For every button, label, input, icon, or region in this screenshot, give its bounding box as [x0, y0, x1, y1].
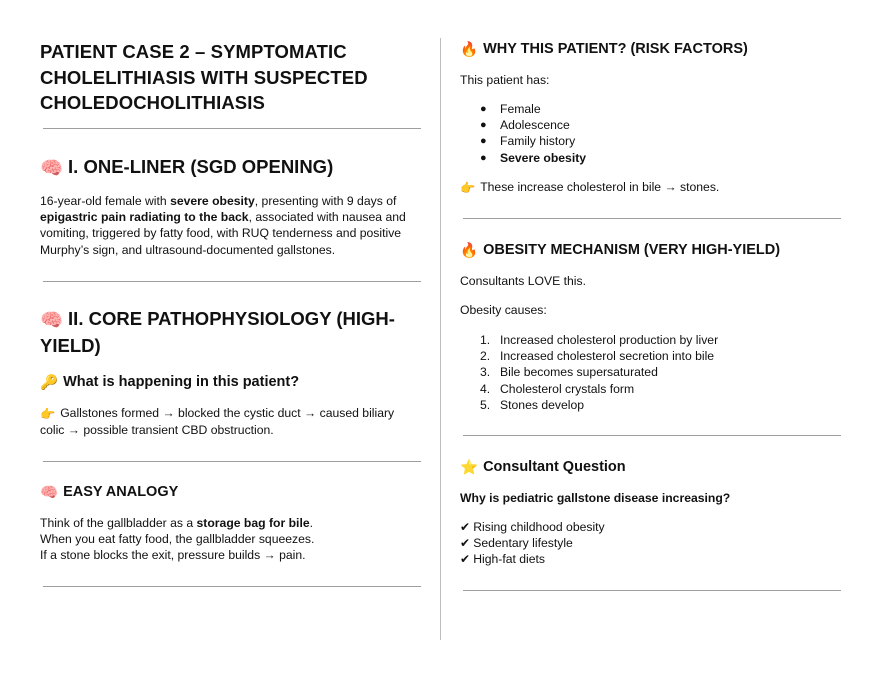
- one-liner-part: , associated with nausea and vomiting, triggered by fatty food, with RUQ tenderness and positive Murphy’s sign, and ultrasound-documented gallstones.: [40, 210, 406, 257]
- one-liner-bold: epigastric pain radiating to the back: [40, 210, 249, 225]
- list-item-text: Sedentary lifestyle: [473, 536, 573, 551]
- list-number: 4.: [480, 381, 491, 396]
- list-item-text: High-fat diets: [473, 552, 546, 567]
- one-liner-bold: severe obesity: [170, 194, 255, 208]
- core-subheading-text: What is happening in this patient?: [63, 374, 300, 390]
- fire-icon: 🔥: [460, 243, 479, 259]
- check-icon: ✔: [460, 536, 471, 551]
- risk-heading: [460, 39, 838, 60]
- pointing-hand-icon: 👉: [40, 407, 56, 421]
- column-divider: [440, 38, 441, 640]
- brain-icon: 🧠: [40, 157, 64, 178]
- list-item-text: Rising childhood obesity: [473, 520, 605, 534]
- list-item: [460, 332, 838, 348]
- divider: [463, 218, 841, 219]
- check-icon: ✔: [460, 520, 471, 534]
- list-item-text: Adolescence: [500, 118, 570, 133]
- question-heading-text: Consultant Question: [483, 459, 626, 475]
- risk-heading-text: WHY THIS PATIENT? (RISK FACTORS): [483, 41, 748, 57]
- bullet-icon: ●: [480, 119, 487, 132]
- list-item-text: Severe obesity: [500, 150, 587, 165]
- analogy-heading-text: EASY ANALOGY: [63, 484, 179, 500]
- list-item: [460, 348, 838, 364]
- analogy-line: If a stone blocks the exit, pressure builds → pain.: [40, 548, 306, 563]
- list-item: [460, 535, 838, 551]
- divider: [463, 590, 841, 591]
- pointing-hand-icon: 👉: [460, 181, 476, 195]
- bullet-icon: ●: [480, 103, 487, 115]
- analogy-line: When you eat fatty food, the gallbladder squeezes.: [40, 532, 315, 547]
- obesity-line: Consultants LOVE this.: [460, 274, 586, 288]
- one-liner-heading-text: I. ONE-LINER (SGD OPENING): [68, 156, 334, 177]
- list-item-text: Family history: [500, 134, 576, 149]
- analogy-part: .: [309, 516, 313, 530]
- analogy-line: [40, 515, 418, 531]
- key-icon: 🔑: [40, 375, 59, 391]
- list-item: [460, 364, 838, 380]
- obesity-line: Obesity causes:: [460, 303, 547, 317]
- one-liner-heading: [40, 154, 418, 181]
- core-text-body: Gallstones formed → blocked the cystic duct → caused biliary colic → possible transient CBD obstruction.: [40, 406, 395, 438]
- risk-note: [460, 179, 838, 196]
- divider: [43, 586, 421, 587]
- risk-note-text: These increase cholesterol in bile → stones.: [480, 180, 720, 194]
- list-item: [460, 133, 838, 149]
- core-text: [40, 405, 418, 438]
- one-liner-part: 16-year-old female with: [40, 194, 171, 208]
- core-heading-text: II. CORE PATHOPHYSIOLOGY (HIGH-YIELD): [40, 308, 395, 356]
- list-number: 5.: [480, 397, 491, 412]
- divider: [43, 461, 421, 462]
- question-heading: [460, 457, 838, 478]
- list-item: [460, 397, 838, 413]
- list-item-text: Cholesterol crystals form: [500, 381, 635, 396]
- obesity-heading-text: OBESITY MECHANISM (VERY HIGH-YIELD): [483, 242, 781, 258]
- list-item: [460, 117, 838, 133]
- bullet-icon: ●: [480, 151, 487, 164]
- risk-list: [460, 101, 838, 166]
- core-heading: [40, 306, 418, 359]
- core-subheading: [40, 372, 418, 393]
- star-icon: ⭐: [460, 460, 479, 476]
- list-item: [460, 551, 838, 567]
- list-item: [460, 150, 838, 166]
- fire-icon: 🔥: [460, 42, 479, 58]
- list-item-text: Increased cholesterol production by liver: [500, 333, 719, 347]
- brain-icon: 🧠: [40, 309, 64, 330]
- list-number: 3.: [480, 365, 491, 380]
- check-icon: ✔: [460, 552, 471, 567]
- analogy-bold: storage bag for bile: [196, 516, 310, 530]
- risk-intro: This patient has:: [460, 73, 550, 87]
- list-item-text: Female: [500, 102, 541, 116]
- analogy-part: Think of the gallbladder as a: [40, 516, 197, 530]
- list-item: [460, 381, 838, 397]
- bullet-icon: ●: [480, 135, 487, 148]
- divider: [43, 281, 421, 282]
- divider: [43, 128, 421, 129]
- list-item-text: Stones develop: [500, 397, 585, 412]
- divider: [463, 435, 841, 436]
- brain-icon: 🧠: [40, 485, 59, 501]
- page-title: PATIENT CASE 2 – SYMPTOMATIC CHOLELITHIASIS WITH SUSPECTED CHOLEDOCHOLITHIASIS: [40, 41, 368, 113]
- analogy-heading: [40, 482, 418, 503]
- list-item-text: Bile becomes supersaturated: [500, 365, 658, 380]
- obesity-steps: [460, 332, 838, 413]
- question-text: Why is pediatric gallstone disease increasing?: [460, 491, 731, 505]
- list-number: 1.: [480, 333, 491, 347]
- one-liner-text: [40, 193, 418, 258]
- list-item: [460, 101, 838, 117]
- obesity-heading: [460, 240, 838, 261]
- list-number: 2.: [480, 349, 491, 364]
- list-item: [460, 519, 838, 535]
- list-item-text: Increased cholesterol secretion into bile: [500, 349, 715, 364]
- one-liner-part: , presenting with 9 days of: [254, 194, 397, 208]
- analogy-text: [40, 515, 418, 564]
- answer-list: [460, 519, 838, 568]
